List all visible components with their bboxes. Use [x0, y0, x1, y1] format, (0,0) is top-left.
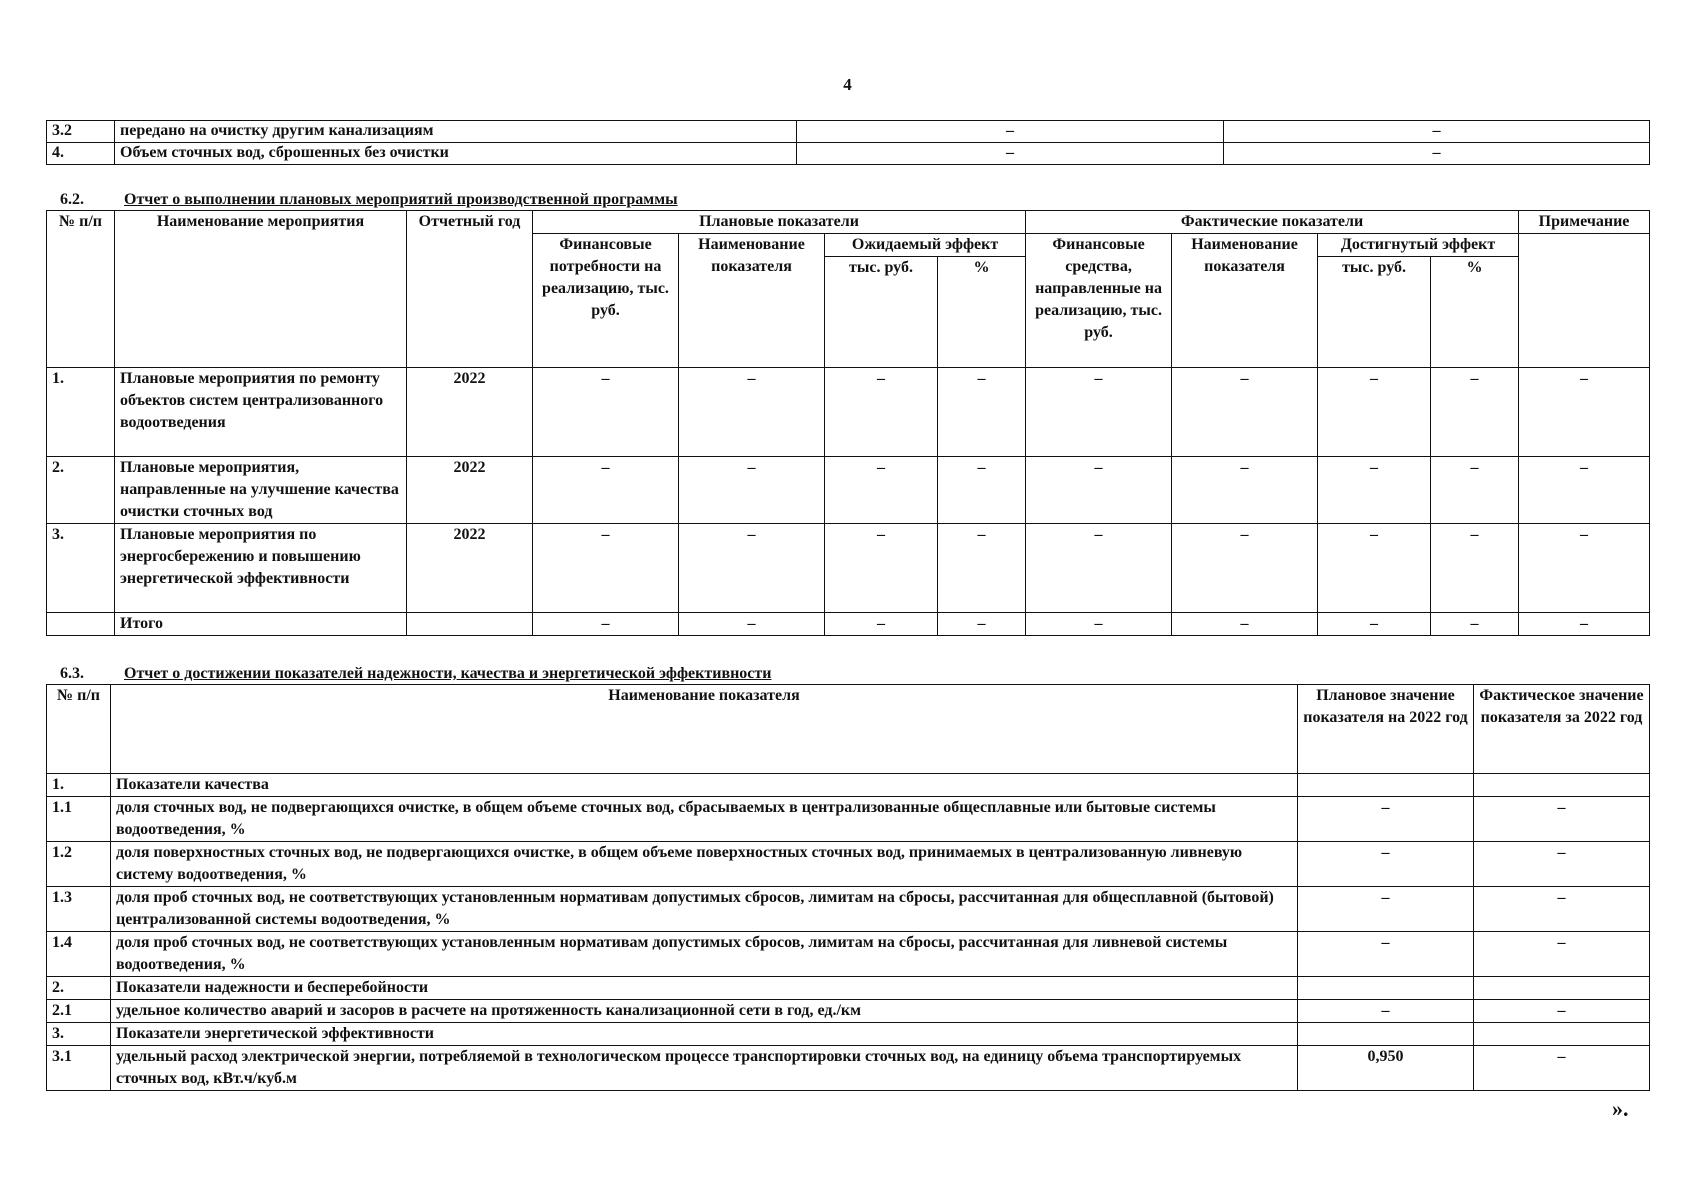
header-percent-fact: %	[1431, 257, 1519, 368]
row-name: доля проб сточных вод, не соответствующих установленным нормативам допустимых сбросов, лимитам на сбросы, рассчитанная для ливневой системы водоотведения, %	[111, 932, 1298, 977]
row-name: передано на очистку другим канализациям	[115, 121, 797, 143]
indicators-table	[46, 684, 1650, 1091]
header-num: № п/п	[47, 685, 111, 774]
value-cell: –	[1224, 121, 1650, 143]
value-cell: –	[533, 368, 679, 457]
table-row	[47, 457, 1650, 524]
section-heading: Отчет о выполнении плановых мероприятий производственной программы	[124, 191, 678, 208]
planned-value	[1298, 1023, 1474, 1046]
row-name: удельное количество аварий и засоров в расчете на протяженность канализационной сети в год, ед./км	[111, 1000, 1298, 1023]
value-cell: –	[1519, 613, 1650, 636]
value-cell: –	[1026, 368, 1172, 457]
value-cell: –	[1431, 368, 1519, 457]
table-row	[47, 1023, 1650, 1046]
value-cell: –	[1519, 368, 1650, 457]
header-indicator-fact: Наименование показателя	[1172, 234, 1318, 368]
header-indicator-plan: Наименование показателя	[679, 234, 825, 368]
value-cell: –	[1431, 613, 1519, 636]
row-number: 3.2	[47, 121, 115, 143]
actual-value: –	[1474, 1000, 1650, 1023]
value-cell: –	[1318, 457, 1431, 524]
table-row	[47, 368, 1650, 457]
row-name: Плановые мероприятия, направленные на улучшение качества очистки сточных вод	[115, 457, 407, 524]
row-number: 3.	[47, 524, 115, 613]
value-cell: –	[1172, 457, 1318, 524]
row-number: 1.3	[47, 887, 111, 932]
row-number: 1.	[47, 368, 115, 457]
actual-value: –	[1474, 887, 1650, 932]
row-number	[47, 613, 115, 636]
row-name: доля поверхностных сточных вод, не подвергающихся очистке, в общем объеме поверхностных сточных вод, принимаемых в централизованную ливневую систему водоотведения, %	[111, 842, 1298, 887]
table-row	[47, 797, 1650, 842]
table-row	[47, 887, 1650, 932]
table-row	[47, 842, 1650, 887]
header-expected-effect: Ожидаемый эффект	[825, 234, 1026, 257]
row-name: Объем сточных вод, сброшенных без очистки	[115, 143, 797, 165]
planned-value: –	[1298, 932, 1474, 977]
table-row	[47, 143, 1650, 165]
value-cell: –	[1519, 524, 1650, 613]
row-name: Показатели качества	[111, 774, 1298, 797]
closing-quote-mark: ».	[1612, 1096, 1629, 1121]
value-cell: –	[1431, 457, 1519, 524]
planned-value: –	[1298, 887, 1474, 932]
value-cell: –	[1026, 524, 1172, 613]
header-year: Отчетный год	[407, 211, 533, 368]
actual-value	[1474, 1023, 1650, 1046]
header-percent-plan: %	[938, 257, 1026, 368]
value-cell: –	[679, 368, 825, 457]
value-cell: –	[825, 613, 938, 636]
value-cell: –	[1318, 524, 1431, 613]
header-planned: Плановые показатели	[533, 211, 1026, 234]
value-cell: –	[797, 143, 1224, 165]
row-number: 2.	[47, 977, 111, 1000]
row-number: 1.2	[47, 842, 111, 887]
table-row	[47, 121, 1650, 143]
row-year: 2022	[407, 524, 533, 613]
row-year	[407, 613, 533, 636]
planned-value: 0,950	[1298, 1046, 1474, 1091]
value-cell: –	[533, 457, 679, 524]
value-cell: –	[938, 613, 1026, 636]
section-number: 6.2.	[60, 191, 84, 208]
row-name: удельный расход электрической энергии, потребляемой в технологическом процессе транспортировки сточных вод, на единицу объема транспортируемых сточных вод, кВт.ч/куб.м	[111, 1046, 1298, 1091]
actual-value	[1474, 774, 1650, 797]
row-name: Плановые мероприятия по энергосбережению и повышению энергетической эффективности	[115, 524, 407, 613]
actual-value: –	[1474, 842, 1650, 887]
header-actual: Фактические показатели	[1026, 211, 1519, 234]
value-cell: –	[1026, 457, 1172, 524]
header-planned: Плановое значение показателя на 2022 год	[1298, 685, 1474, 774]
value-cell: –	[825, 524, 938, 613]
row-number: 3.	[47, 1023, 111, 1046]
value-cell: –	[1172, 613, 1318, 636]
value-cell: –	[1172, 368, 1318, 457]
row-number: 2.	[47, 457, 115, 524]
row-year: 2022	[407, 457, 533, 524]
header-row	[47, 685, 1650, 774]
value-cell: –	[1172, 524, 1318, 613]
header-fin-needs: Финансовые потребности на реализацию, тыс. руб.	[533, 234, 679, 368]
row-name: Показатели надежности и бесперебойности	[111, 977, 1298, 1000]
value-cell: –	[533, 613, 679, 636]
row-number: 1.	[47, 774, 111, 797]
table-row	[47, 1046, 1650, 1091]
header-num: № п/п	[47, 211, 115, 368]
table-row	[47, 1000, 1650, 1023]
continuation-table	[46, 120, 1650, 165]
value-cell: –	[1318, 613, 1431, 636]
value-cell: –	[1431, 524, 1519, 613]
value-cell: –	[679, 524, 825, 613]
actual-value: –	[1474, 1046, 1650, 1091]
table-row	[47, 977, 1650, 1000]
value-cell: –	[938, 524, 1026, 613]
table-row	[47, 524, 1650, 613]
row-name: доля сточных вод, не подвергающихся очистке, в общем объеме сточных вод, сбрасываемых в централизованные общесплавные или бытовые системы водоотведения, %	[111, 797, 1298, 842]
page-number: 4	[843, 75, 852, 94]
header-name: Наименование мероприятия	[115, 211, 407, 368]
table-row-total	[47, 613, 1650, 636]
row-number: 1.1	[47, 797, 111, 842]
row-year: 2022	[407, 368, 533, 457]
row-number: 2.1	[47, 1000, 111, 1023]
value-cell: –	[1519, 457, 1650, 524]
row-name: Показатели энергетической эффективности	[111, 1023, 1298, 1046]
value-cell: –	[679, 613, 825, 636]
value-cell: –	[938, 368, 1026, 457]
header-actual: Фактическое значение показателя за 2022 год	[1474, 685, 1650, 774]
header-note-blank	[1519, 234, 1650, 368]
row-number: 1.4	[47, 932, 111, 977]
row-name: Итого	[115, 613, 407, 636]
value-cell: –	[679, 457, 825, 524]
planned-value: –	[1298, 842, 1474, 887]
header-row	[47, 211, 1650, 234]
actual-value: –	[1474, 797, 1650, 842]
header-thous-rub-fact: тыс. руб.	[1318, 257, 1431, 368]
row-name: доля проб сточных вод, не соответствующих установленным нормативам допустимых сбросов, лимитам на сбросы, рассчитанная для общесплавной (бытовой) централизованной системы водоотведения, %	[111, 887, 1298, 932]
header-thous-rub-plan: тыс. руб.	[825, 257, 938, 368]
table-row	[47, 774, 1650, 797]
row-number: 4.	[47, 143, 115, 165]
actual-value: –	[1474, 932, 1650, 977]
value-cell: –	[1224, 143, 1650, 165]
section-title-6-3	[46, 663, 771, 685]
header-achieved-effect: Достигнутый эффект	[1318, 234, 1519, 257]
planned-value: –	[1298, 797, 1474, 842]
section-number: 6.3.	[60, 665, 84, 682]
row-number: 3.1	[47, 1046, 111, 1091]
row-name: Плановые мероприятия по ремонту объектов систем централизованного водоотведения	[115, 368, 407, 457]
planned-value	[1298, 774, 1474, 797]
value-cell: –	[825, 457, 938, 524]
planned-measures-table	[46, 210, 1650, 636]
value-cell: –	[1318, 368, 1431, 457]
planned-value: –	[1298, 1000, 1474, 1023]
value-cell: –	[825, 368, 938, 457]
value-cell: –	[797, 121, 1224, 143]
section-title-6-2	[46, 189, 678, 211]
header-fin-means: Финансовые средства, направленные на реализацию, тыс. руб.	[1026, 234, 1172, 368]
value-cell: –	[533, 524, 679, 613]
planned-value	[1298, 977, 1474, 1000]
actual-value	[1474, 977, 1650, 1000]
table-row	[47, 932, 1650, 977]
header-note: Примечание	[1519, 211, 1650, 234]
value-cell: –	[1026, 613, 1172, 636]
value-cell: –	[938, 457, 1026, 524]
section-heading: Отчет о достижении показателей надежности, качества и энергетической эффективности	[124, 665, 772, 682]
header-name: Наименование показателя	[111, 685, 1298, 774]
